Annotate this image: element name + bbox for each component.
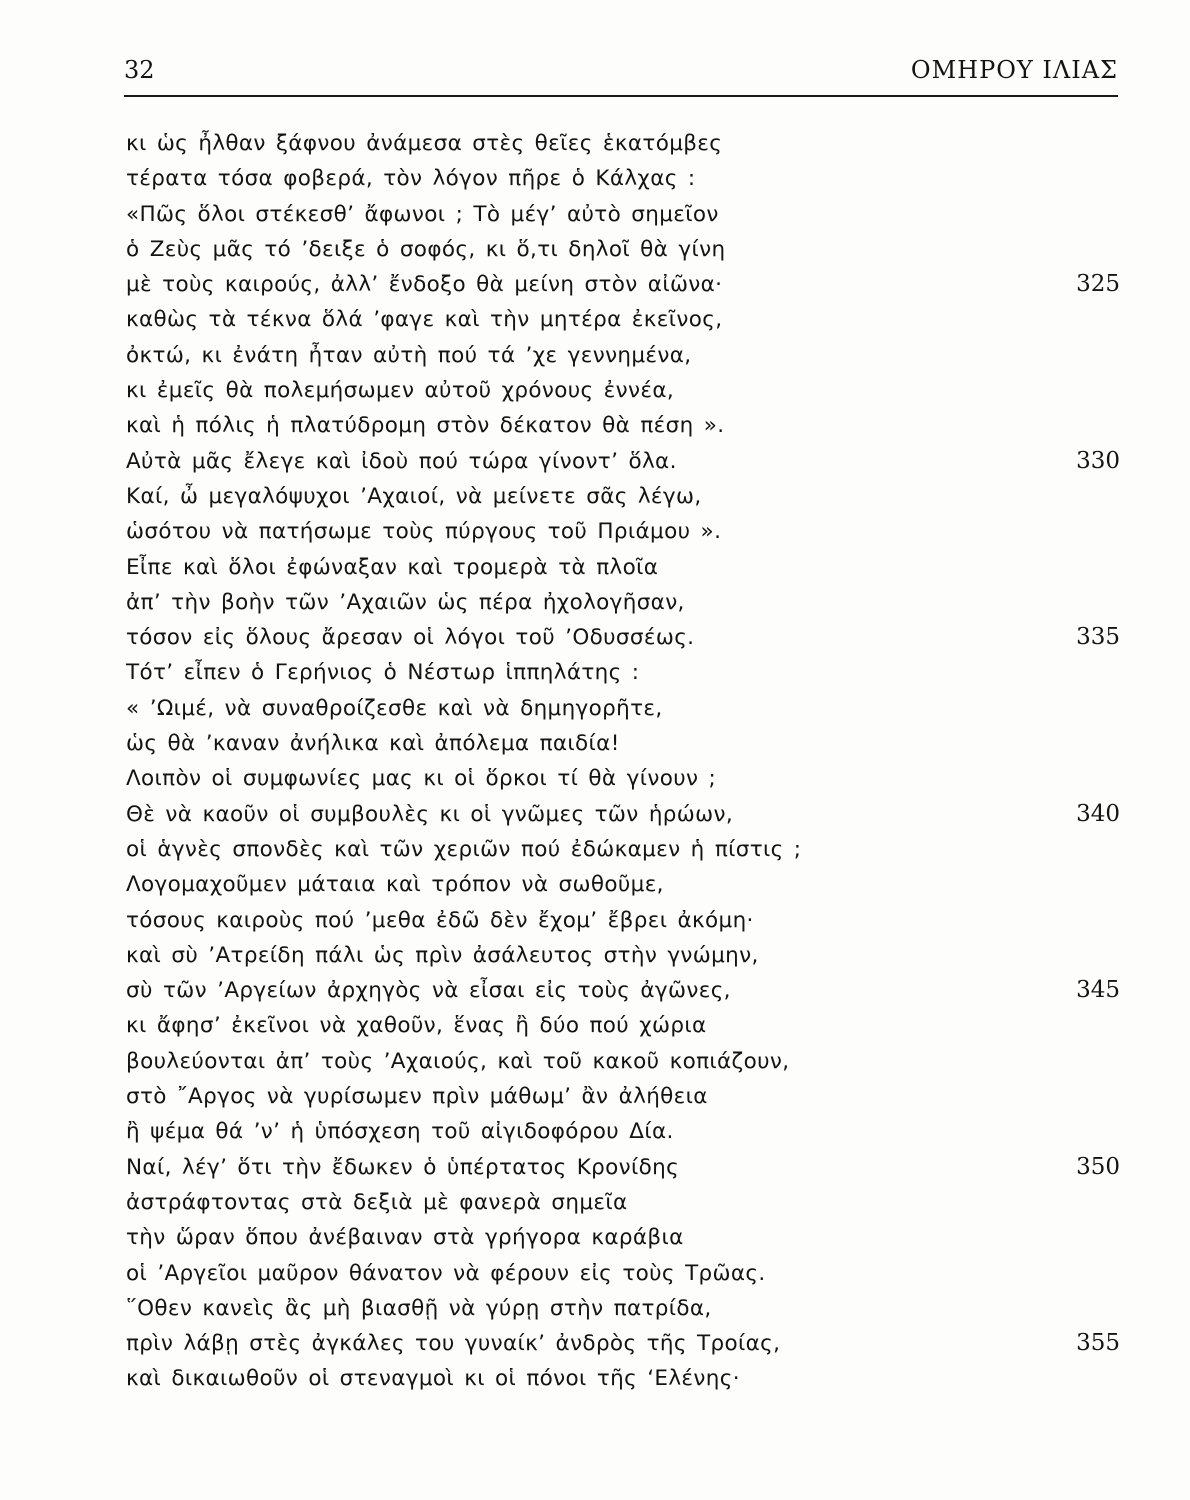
verse-line [126, 444, 1126, 479]
verse-text: Καί, ὦ μεγαλόψυχοι ’Αχαιοί, νὰ μείνετε σᾶς λέγω, [126, 483, 702, 509]
verse-text: σὺ τῶν ’Αργείων ἀρχηγὸς νὰ εἶσαι εἰς τοὺς ἀγῶνες, [126, 978, 731, 1004]
line-number: 340 [1076, 800, 1120, 827]
verse-line [126, 691, 1126, 726]
verse-line [126, 797, 1126, 832]
verse-text: καὶ σὺ ’Ατρείδη πάλι ὡς πρὶν ἀσάλευτος στὴν γνώμην, [126, 942, 759, 968]
verse-text: ὡσότου νὰ πατήσωμε τοὺς πύργους τοῦ Πριάμου ». [126, 519, 722, 545]
verse-text: «Πῶς ὅλοι στέκεσθ’ ἄφωνοι ; Τὸ μέγ’ αὐτὸ σημεῖον [126, 201, 719, 227]
verse-text: ὁ Ζεὺς μᾶς τό ’δειξε ὁ σοφός, κι ὅ,τι δηλοῖ θὰ γίνη [126, 236, 726, 262]
verse-line [126, 550, 1126, 585]
verse-line [126, 338, 1126, 373]
verse-line [126, 1326, 1126, 1361]
verse-text: Ναί, λέγ’ ὅτι τὴν ἔδωκεν ὁ ὑπέρτατος Κρονίδης [126, 1154, 680, 1180]
verse-line [126, 903, 1126, 938]
verse-text: μὲ τοὺς καιρούς, ἀλλ’ ἔνδοξο θὰ μείνη στὸν αἰῶνα· [126, 272, 723, 298]
verse-line [126, 408, 1126, 443]
verse-text: Λογομαχοῦμεν μάταια καὶ τρόπον νὰ σωθοῦμε, [126, 872, 664, 898]
header-rule [124, 95, 1118, 97]
verse-text: πρὶν λάβῃ στὲς ἀγκάλες του γυναίκ’ ἀνδρὸς τῆς Τροίας, [126, 1331, 781, 1357]
verse-line [126, 585, 1126, 620]
line-number: 335 [1076, 624, 1120, 651]
verse-list [126, 126, 1126, 1397]
verse-line [126, 620, 1126, 655]
verse-text: ὀκτώ, κι ἐνάτη ἦταν αὐτὴ πού τά ’χε γεννημένα, [126, 342, 692, 368]
verse-line [126, 1079, 1126, 1114]
verse-text: ἀπ’ τὴν βοὴν τῶν ’Αχαιῶν ὡς πέρα ἠχολογῆσαν, [126, 589, 685, 615]
verse-text: ῞Οθεν κανεὶς ἂς μὴ βιασθῇ νὰ γύρῃ στὴν πατρίδα, [126, 1295, 712, 1321]
verse-text: ἢ ψέμα θά ’ν’ ἡ ὑπόσχεση τοῦ αἰγιδοφόρου Δία. [126, 1119, 674, 1145]
verse-line [126, 1220, 1126, 1255]
line-number: 345 [1076, 977, 1120, 1004]
verse-line [126, 1008, 1126, 1043]
page-number: 32 [124, 56, 155, 84]
line-number: 355 [1076, 1330, 1120, 1357]
verse-line [126, 1256, 1126, 1291]
verse-text: καθὼς τὰ τέκνα ὅλά ’φαγε καὶ τὴν μητέρα ἐκεῖνος, [126, 307, 723, 333]
line-number: 350 [1076, 1153, 1120, 1180]
verse-line [126, 267, 1126, 302]
verse-line [126, 479, 1126, 514]
verse-text: καὶ δικαιωθοῦν οἱ στεναγμοὶ κι οἱ πόνοι τῆς ‘Ελένης· [126, 1366, 740, 1392]
verse-text: τὴν ὥραν ὅπου ἀνέβαιναν στὰ γρήγορα καράβια [126, 1225, 684, 1251]
verse-text: « ’Ωιμέ, νὰ συναθροίζεσθε καὶ νὰ δημηγορῆτε, [126, 695, 663, 721]
line-number: 330 [1076, 447, 1120, 474]
verse-text: Αὐτὰ μᾶς ἔλεγε καὶ ἰδοὺ πού τώρα γίνοντ’ ὅλα. [126, 448, 677, 474]
verse-line [126, 726, 1126, 761]
verse-line [126, 514, 1126, 549]
book-title: ΟΜΗΡΟΥ ΙΛΙΑΣ [910, 56, 1118, 84]
verse-line [126, 302, 1126, 337]
verse-line [126, 373, 1126, 408]
verse-line [126, 161, 1126, 196]
verse-text: Εἶπε καὶ ὅλοι ἐφώναξαν καὶ τρομερὰ τὰ πλοῖα [126, 554, 659, 580]
verse-line [126, 1044, 1126, 1079]
verse-line [126, 761, 1126, 796]
verse-text: κι ὡς ἦλθαν ξάφνου ἀνάμεσα στὲς θεῖες ἑκατόμβες [126, 131, 723, 156]
verse-line [126, 973, 1126, 1008]
verse-text: κι ἄφησ’ ἐκεῖνοι νὰ χαθοῦν, ἕνας ἢ δύο πού χώρια [126, 1013, 707, 1039]
verse-text: ὡς θὰ ’καναν ἀνήλικα καὶ ἀπόλεμα παιδία! [126, 731, 620, 757]
verse-line [126, 126, 1126, 161]
verse-line [126, 1361, 1126, 1396]
verse-line [126, 938, 1126, 973]
verse-text: οἱ ἁγνὲς σπονδὲς καὶ τῶν χεριῶν πού ἐδώκαμεν ἡ πίστις ; [126, 836, 802, 862]
verse-text: τόσον εἰς ὅλους ἄρεσαν οἱ λόγοι τοῦ ’Οδυσσέως. [126, 625, 695, 651]
verse-text: κι ἐμεῖς θὰ πολεμήσωμεν αὐτοῦ χρόνους ἐννέα, [126, 378, 675, 404]
verse-line [126, 232, 1126, 267]
verse-text: Τότ’ εἶπεν ὁ Γερήνιος ὁ Νέστωρ ἱππηλάτης : [126, 660, 640, 686]
verse-text: τόσους καιροὺς πού ’μεθα ἐδῶ δὲν ἔχομ’ ἔβρει ἀκόμη· [126, 907, 754, 933]
verse-line [126, 1291, 1126, 1326]
verse-text: καὶ ἡ πόλις ἡ πλατύδρομη στὸν δέκατον θὰ πέση ». [126, 413, 725, 439]
verse-text: βουλεύονται ἀπ’ τοὺς ’Αχαιούς, καὶ τοῦ κακοῦ κοπιάζουν, [126, 1048, 790, 1074]
verse-text: ἀστράφτοντας στὰ δεξιὰ μὲ φανερὰ σημεῖα [126, 1189, 628, 1215]
verse-line [126, 1114, 1126, 1149]
verse-text: οἱ ’Αργεῖοι μαῦρον θάνατον νὰ φέρουν εἰς τοὺς Τρῶας. [126, 1260, 766, 1286]
line-number: 325 [1076, 271, 1120, 298]
verse-line [126, 197, 1126, 232]
verse-text: τέρατα τόσα φοβερά, τὸν λόγον πῆρε ὁ Κάλχας : [126, 166, 696, 192]
running-head [124, 56, 1118, 90]
verse-text: Λοιπὸν οἱ συμφωνίες μας κι οἱ ὅρκοι τί θὰ γίνουν ; [126, 766, 717, 792]
verse-line [126, 832, 1126, 867]
verse-line [126, 1150, 1126, 1185]
verse-line [126, 655, 1126, 690]
verse-text: στὸ ῎Αργος νὰ γυρίσωμεν πρὶν μάθωμ’ ἂν ἀλήθεια [126, 1084, 708, 1110]
verse-text: Θὲ νὰ καοῦν οἱ συμβουλὲς κι οἱ γνῶμες τῶν ἡρώων, [126, 801, 734, 827]
verse-line [126, 867, 1126, 902]
verse-line [126, 1185, 1126, 1220]
